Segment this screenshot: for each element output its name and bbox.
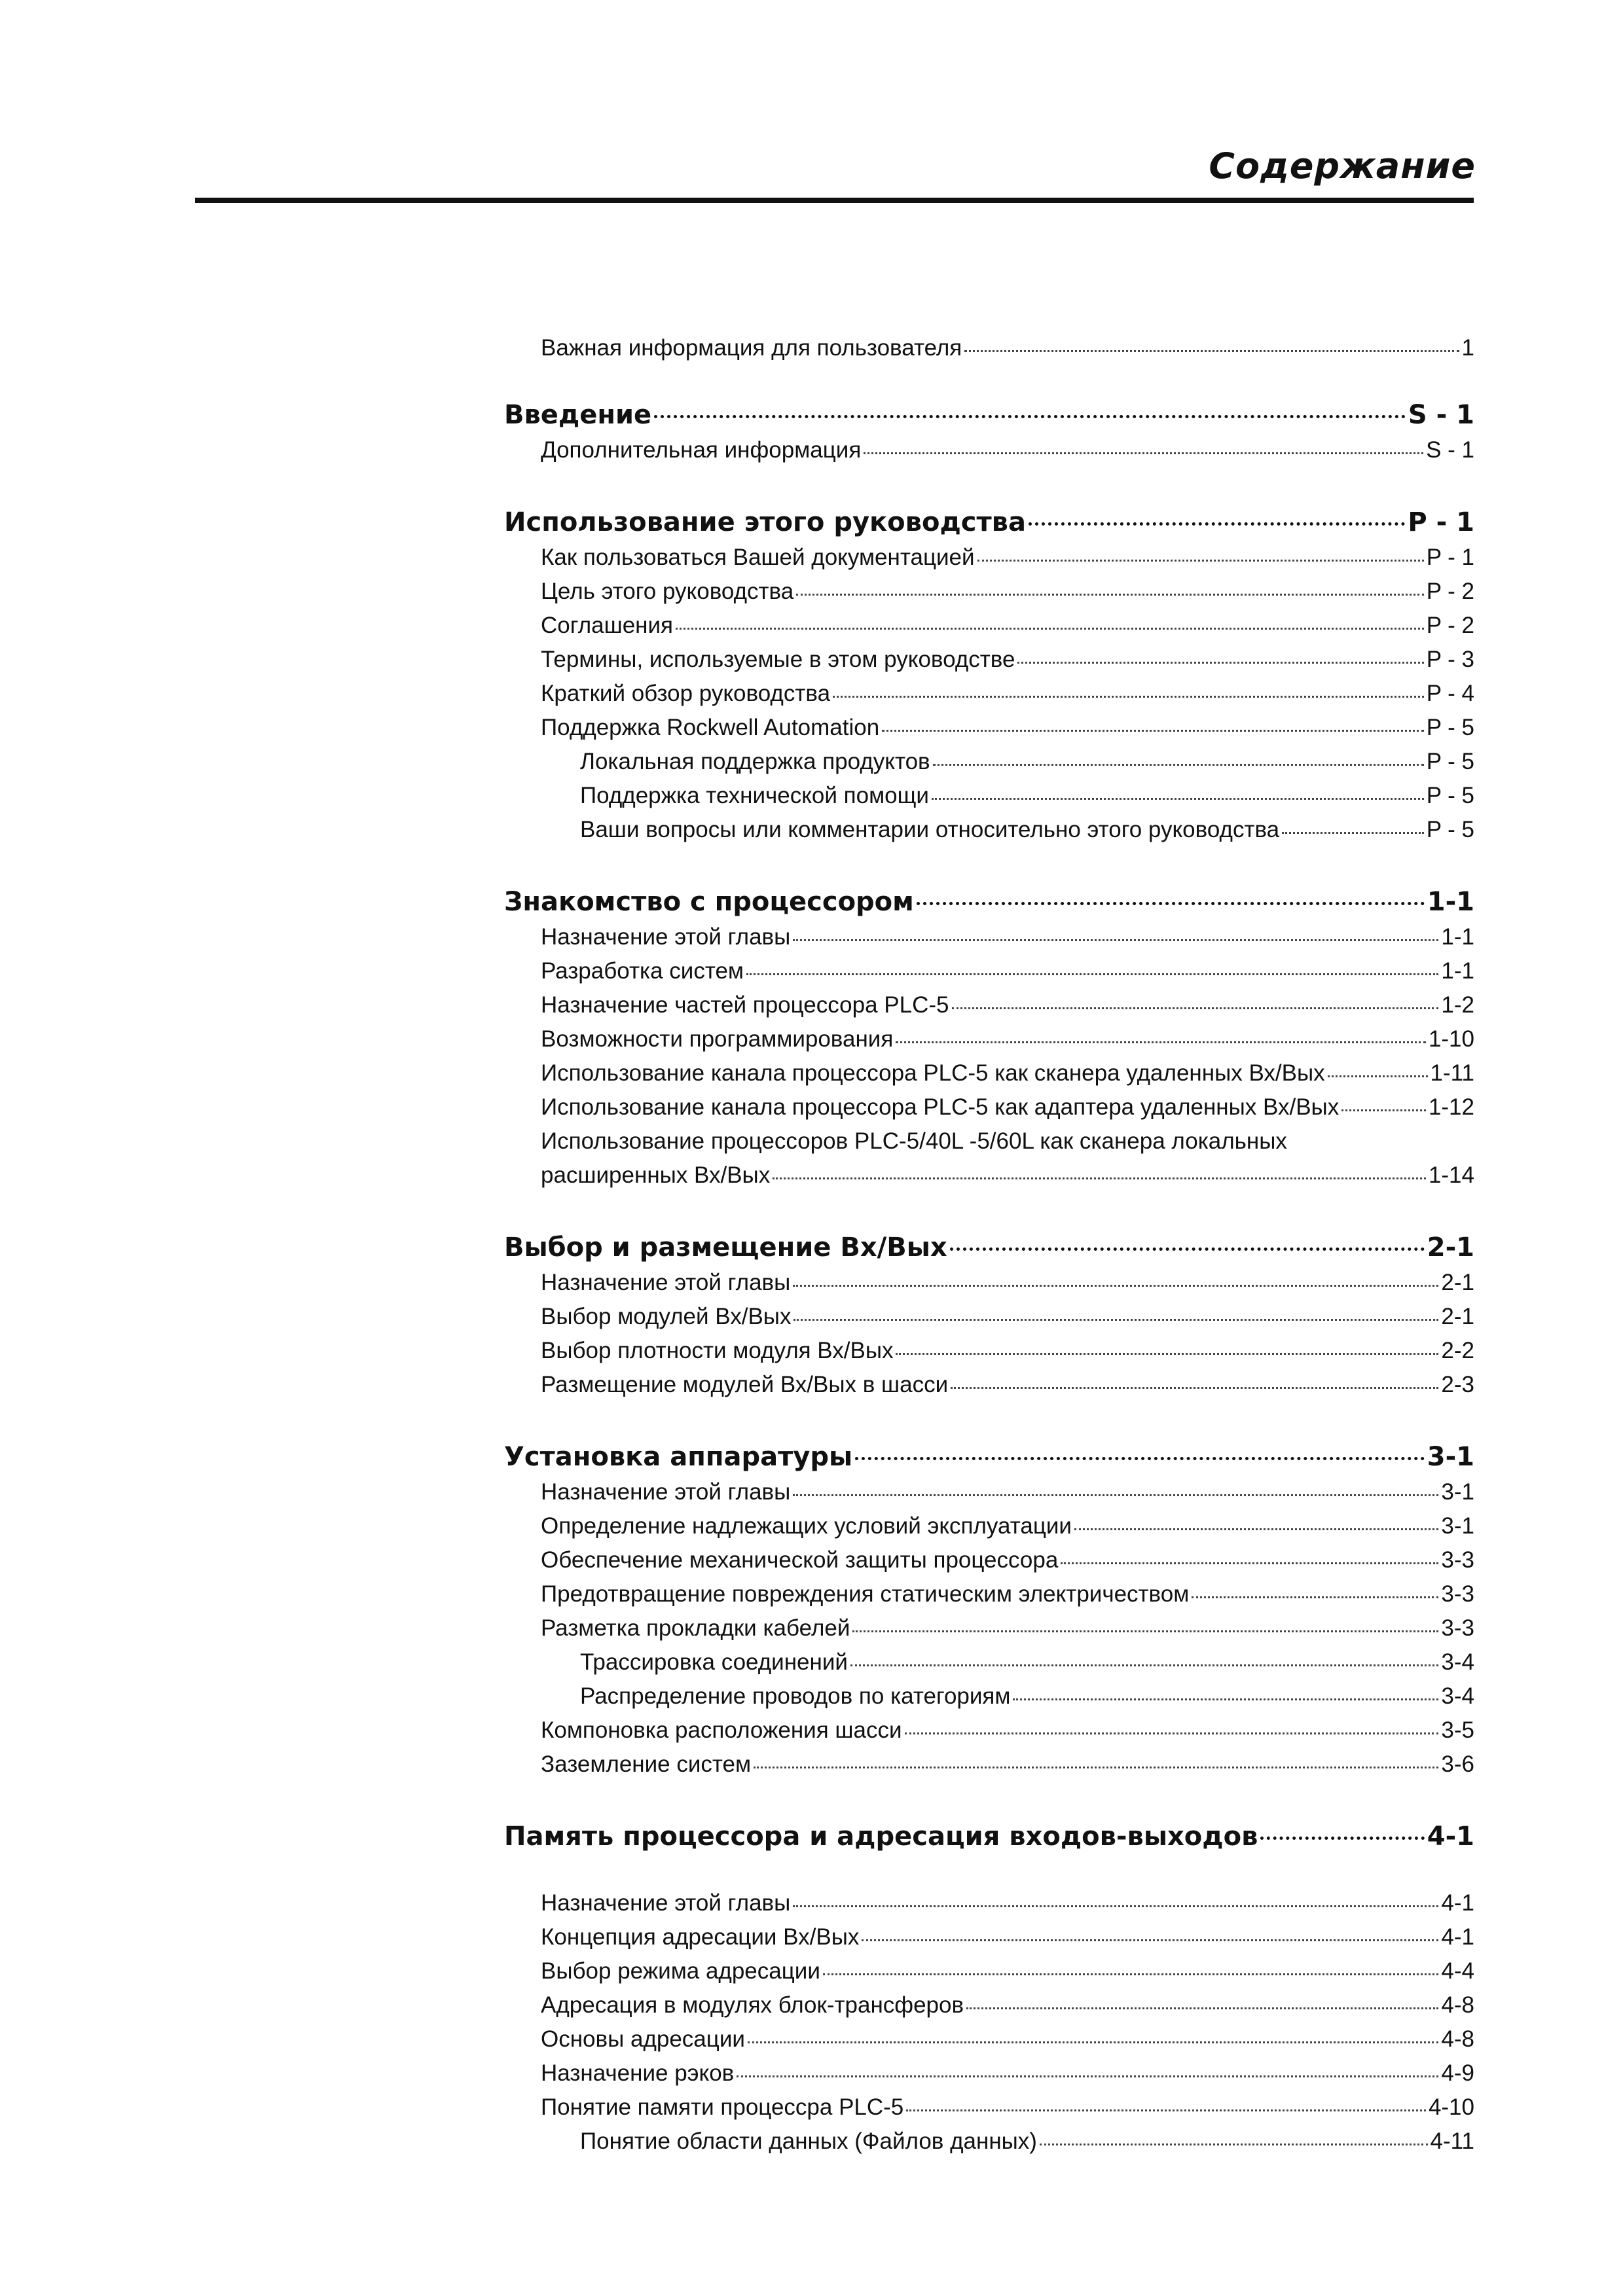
dot-leader <box>1341 1109 1426 1111</box>
toc-entry-page: P - 1 <box>1426 545 1474 570</box>
toc-entry-page: P - 5 <box>1426 749 1474 774</box>
toc-chapter-title: Введение <box>504 400 652 430</box>
dot-leader <box>951 1387 1438 1389</box>
toc-entry[interactable] <box>504 1158 1474 1193</box>
toc-entry-page: P - 3 <box>1426 647 1474 672</box>
toc-entry[interactable] <box>504 677 1474 711</box>
toc-entry-page: P - 5 <box>1426 783 1474 808</box>
toc-entry-label: Распределение проводов по категориям <box>580 1683 1011 1709</box>
toc-entry[interactable] <box>504 575 1474 609</box>
toc-chapter[interactable] <box>504 1439 1474 1475</box>
toc-entry-page: 3-4 <box>1441 1683 1474 1709</box>
dot-leader <box>1013 1698 1438 1700</box>
toc-entry-label: Выбор плотности модуля Вх/Вых <box>541 1338 894 1363</box>
dot-leader <box>1260 1837 1424 1840</box>
toc-entry-label: Важная информация для пользователя <box>541 335 962 361</box>
table-of-contents <box>504 331 1474 2159</box>
toc-entry-label: Размещение модулей Вх/Вых в шасси <box>541 1372 949 1397</box>
toc-entry-label: Разметка прокладки кабелей <box>541 1615 850 1641</box>
toc-chapter-page: 3-1 <box>1427 1442 1474 1472</box>
dot-leader <box>933 764 1424 766</box>
toc-entry-page: 2-3 <box>1441 1372 1474 1397</box>
dot-leader <box>748 2041 1438 2043</box>
dot-leader <box>796 594 1424 596</box>
toc-entry-label: Поддержка технической помощи <box>580 783 929 808</box>
toc-entry[interactable] <box>504 1475 1474 1509</box>
toc-subentry[interactable] <box>504 2125 1474 2159</box>
toc-entry-page: 4-4 <box>1441 1958 1474 1984</box>
toc-entry[interactable] <box>504 1543 1474 1577</box>
toc-chapter-page: 2-1 <box>1427 1232 1474 1263</box>
dot-leader <box>1029 522 1405 526</box>
toc-entry[interactable] <box>504 920 1474 954</box>
dot-leader <box>773 1177 1426 1179</box>
toc-chapter-title: Знакомство с процессором <box>504 887 914 917</box>
toc-entry-label: Термины, используемые в этом руководстве <box>541 647 1015 672</box>
toc-chapter[interactable] <box>504 1229 1474 1266</box>
toc-entry[interactable] <box>504 2022 1474 2056</box>
toc-entry-label: Соглашения <box>541 613 674 638</box>
toc-subentry[interactable] <box>504 1645 1474 1679</box>
toc-subentry[interactable] <box>504 745 1474 779</box>
toc-entry[interactable] <box>504 433 1474 467</box>
dot-leader <box>964 350 1459 352</box>
toc-entry[interactable] <box>504 988 1474 1022</box>
toc-entry-label: Назначение частей процессора PLC-5 <box>541 992 949 1018</box>
dot-leader <box>864 452 1423 454</box>
toc-entry[interactable] <box>504 331 1474 365</box>
toc-chapter-title: Установка аппаратуры <box>504 1442 853 1472</box>
toc-entry-page: 1-11 <box>1430 1060 1474 1086</box>
toc-entry[interactable] <box>504 1988 1474 2022</box>
toc-entry-page: 3-3 <box>1441 1547 1474 1573</box>
dot-leader <box>855 1457 1425 1460</box>
dot-leader <box>793 1494 1438 1496</box>
toc-entry-label: Назначение этой главы <box>541 924 791 950</box>
toc-entry-label: Цель этого руководства <box>541 579 794 604</box>
toc-chapter-page: 1-1 <box>1427 887 1474 917</box>
toc-entry-label: Предотвращение повреждения статическим электричеством <box>541 1581 1190 1607</box>
toc-entry[interactable] <box>504 541 1474 575</box>
toc-entry-page: 4-9 <box>1441 2060 1474 2086</box>
toc-chapter[interactable] <box>504 504 1474 541</box>
toc-entry-page: 3-3 <box>1441 1581 1474 1607</box>
dot-leader <box>793 939 1438 941</box>
toc-chapter[interactable] <box>504 397 1474 433</box>
dot-leader <box>966 2007 1438 2009</box>
dot-leader <box>793 1285 1438 1287</box>
toc-entry-label: Ваши вопросы или комментарии относительно этого руководства <box>580 817 1280 842</box>
toc-entry-page: 3-1 <box>1441 1513 1474 1539</box>
toc-entry[interactable] <box>504 1090 1474 1124</box>
toc-entry-page: 1-1 <box>1441 958 1474 984</box>
toc-entry-label: Выбор режима адресации <box>541 1958 820 1984</box>
toc-entry-page: S - 1 <box>1426 437 1474 463</box>
dot-leader <box>1040 2144 1428 2145</box>
dot-leader <box>746 973 1438 975</box>
toc-entry[interactable] <box>504 1509 1474 1543</box>
toc-entry-label: Краткий обзор руководства <box>541 681 831 706</box>
toc-entry-label: Назначение рэков <box>541 2060 735 2086</box>
dot-leader <box>754 1767 1438 1768</box>
toc-entry[interactable] <box>504 1300 1474 1334</box>
page-title: Содержание <box>1209 145 1476 187</box>
toc-entry[interactable] <box>504 2056 1474 2090</box>
toc-entry-page: 4-11 <box>1430 2128 1474 2154</box>
toc-entry-page: P - 2 <box>1426 579 1474 604</box>
toc-entry-first-line[interactable] <box>504 1124 1474 1158</box>
toc-entry-label: Использование канала процессора PLC-5 как адаптера удаленных Вх/Вых <box>541 1094 1340 1120</box>
toc-chapter[interactable] <box>504 884 1474 920</box>
toc-entry-label: Концепция адресации Вх/Вых <box>541 1924 860 1950</box>
toc-entry[interactable] <box>504 1368 1474 1402</box>
toc-entry-page: 4-1 <box>1441 1924 1474 1950</box>
toc-entry[interactable] <box>504 1266 1474 1300</box>
dot-leader <box>906 2109 1426 2111</box>
toc-entry-label: Адресация в модулях блок-трансферов <box>541 1992 964 2018</box>
toc-entry-page: P - 5 <box>1426 817 1474 842</box>
toc-entry-label: Заземление систем <box>541 1751 752 1777</box>
toc-entry-page: P - 2 <box>1426 613 1474 638</box>
toc-entry-label: Выбор модулей Вх/Вых <box>541 1304 792 1329</box>
toc-entry-page: 1-2 <box>1441 992 1474 1018</box>
toc-entry[interactable] <box>504 1713 1474 1748</box>
toc-chapter-title: Использование этого руководства <box>504 507 1026 537</box>
dot-leader <box>1017 662 1423 664</box>
toc-entry-page: 3-3 <box>1441 1615 1474 1641</box>
dot-leader <box>896 1041 1426 1043</box>
dot-leader <box>1192 1596 1438 1598</box>
toc-entry-label: Понятие памяти процессра PLC-5 <box>541 2094 904 2120</box>
toc-chapter-title: Выбор и размещение Вх/Вых <box>504 1232 947 1263</box>
toc-chapter[interactable] <box>504 1818 1474 1855</box>
toc-entry-page: P - 5 <box>1426 715 1474 740</box>
toc-entry-page: 2-1 <box>1441 1270 1474 1295</box>
dot-leader <box>952 1007 1439 1009</box>
toc-chapter-title: Память процессора и адресация входов-выходов <box>504 1821 1258 1852</box>
dot-leader <box>1074 1528 1438 1530</box>
toc-entry-label: Использование процессоров PLC-5/40L -5/60L как сканера локальных <box>541 1128 1287 1154</box>
toc-entry[interactable] <box>504 1022 1474 1056</box>
toc-entry[interactable] <box>504 1920 1474 1954</box>
dot-leader <box>862 1939 1438 1941</box>
toc-entry[interactable] <box>504 1886 1474 1920</box>
toc-entry-page: 4-10 <box>1428 2094 1474 2120</box>
toc-chapter-page: 4-1 <box>1427 1821 1474 1852</box>
dot-leader <box>932 798 1424 800</box>
toc-subentry[interactable] <box>504 813 1474 847</box>
toc-entry-page: 3-4 <box>1441 1649 1474 1675</box>
toc-entry-page: 3-1 <box>1441 1479 1474 1505</box>
toc-entry[interactable] <box>504 954 1474 988</box>
dot-leader <box>676 628 1424 630</box>
toc-subentry[interactable] <box>504 779 1474 813</box>
toc-entry-page: 3-5 <box>1441 1717 1474 1743</box>
toc-entry[interactable] <box>504 1577 1474 1611</box>
dot-leader <box>1061 1562 1438 1564</box>
toc-subentry[interactable] <box>504 1679 1474 1713</box>
toc-entry-page: 4-8 <box>1441 1992 1474 2018</box>
dot-leader <box>917 902 1425 905</box>
toc-entry[interactable] <box>504 1334 1474 1368</box>
toc-entry-page: 1 <box>1461 335 1474 361</box>
toc-entry-label: расширенных Вх/Вых <box>541 1162 771 1188</box>
toc-entry-label: Назначение этой главы <box>541 1270 791 1295</box>
toc-entry-label: Назначение этой главы <box>541 1479 791 1505</box>
toc-entry-page: 4-1 <box>1441 1890 1474 1916</box>
toc-entry-page: 1-1 <box>1441 924 1474 950</box>
toc-entry[interactable] <box>504 1611 1474 1645</box>
dot-leader <box>833 696 1424 698</box>
toc-entry-page: 3-6 <box>1441 1751 1474 1777</box>
toc-entry-label: Возможности программирования <box>541 1026 894 1052</box>
toc-entry[interactable] <box>504 1954 1474 1988</box>
toc-entry-label: Обеспечение механической защиты процессора <box>541 1547 1059 1573</box>
dot-leader <box>793 1905 1438 1907</box>
toc-entry-label: Трассировка соединений <box>580 1649 848 1675</box>
dot-leader <box>823 1973 1439 1975</box>
dot-leader <box>905 1732 1439 1734</box>
toc-entry[interactable] <box>504 1056 1474 1090</box>
toc-entry-label: Локальная поддержка продуктов <box>580 749 930 774</box>
toc-entry[interactable] <box>504 711 1474 745</box>
toc-entry-label: Разработка систем <box>541 958 744 984</box>
dot-leader <box>950 1247 1425 1251</box>
toc-entry-label: Дополнительная информация <box>541 437 862 463</box>
toc-entry-page: 1-10 <box>1428 1026 1474 1052</box>
toc-entry-page: 4-8 <box>1441 2026 1474 2052</box>
dot-leader <box>1328 1075 1428 1077</box>
toc-entry-label: Определение надлежащих условий эксплуатации <box>541 1513 1072 1539</box>
toc-entry-label: Основы адресации <box>541 2026 745 2052</box>
toc-entry-page: 2-1 <box>1441 1304 1474 1329</box>
dot-leader <box>850 1664 1438 1666</box>
toc-entry[interactable] <box>504 643 1474 677</box>
dot-leader <box>793 1319 1438 1321</box>
toc-entry-label: Использование канала процессора PLC-5 как сканера удаленных Вх/Вых <box>541 1060 1325 1086</box>
toc-entry-page: 2-2 <box>1441 1338 1474 1363</box>
dot-leader <box>654 415 1406 418</box>
dot-leader <box>882 730 1424 732</box>
toc-chapter-page: S - 1 <box>1408 400 1474 430</box>
toc-entry-page: 1-12 <box>1428 1094 1474 1120</box>
toc-entry[interactable] <box>504 1748 1474 1782</box>
toc-entry-label: Компоновка расположения шасси <box>541 1717 902 1743</box>
dot-leader <box>737 2075 1438 2077</box>
toc-entry-page: P - 4 <box>1426 681 1474 706</box>
toc-entry[interactable] <box>504 2090 1474 2125</box>
toc-entry-label: Поддержка Rockwell Automation <box>541 715 880 740</box>
toc-entry-page: 1-14 <box>1428 1162 1474 1188</box>
toc-entry[interactable] <box>504 609 1474 643</box>
toc-entry-label: Понятие области данных (Файлов данных) <box>580 2128 1037 2154</box>
dot-leader <box>1282 832 1424 834</box>
title-rule <box>195 198 1474 203</box>
toc-entry-label: Как пользоваться Вашей документацией <box>541 545 975 570</box>
dot-leader <box>852 1630 1438 1632</box>
dot-leader <box>977 560 1424 562</box>
toc-chapter-page: P - 1 <box>1408 507 1474 537</box>
toc-entry-label: Назначение этой главы <box>541 1890 791 1916</box>
dot-leader <box>896 1353 1438 1355</box>
